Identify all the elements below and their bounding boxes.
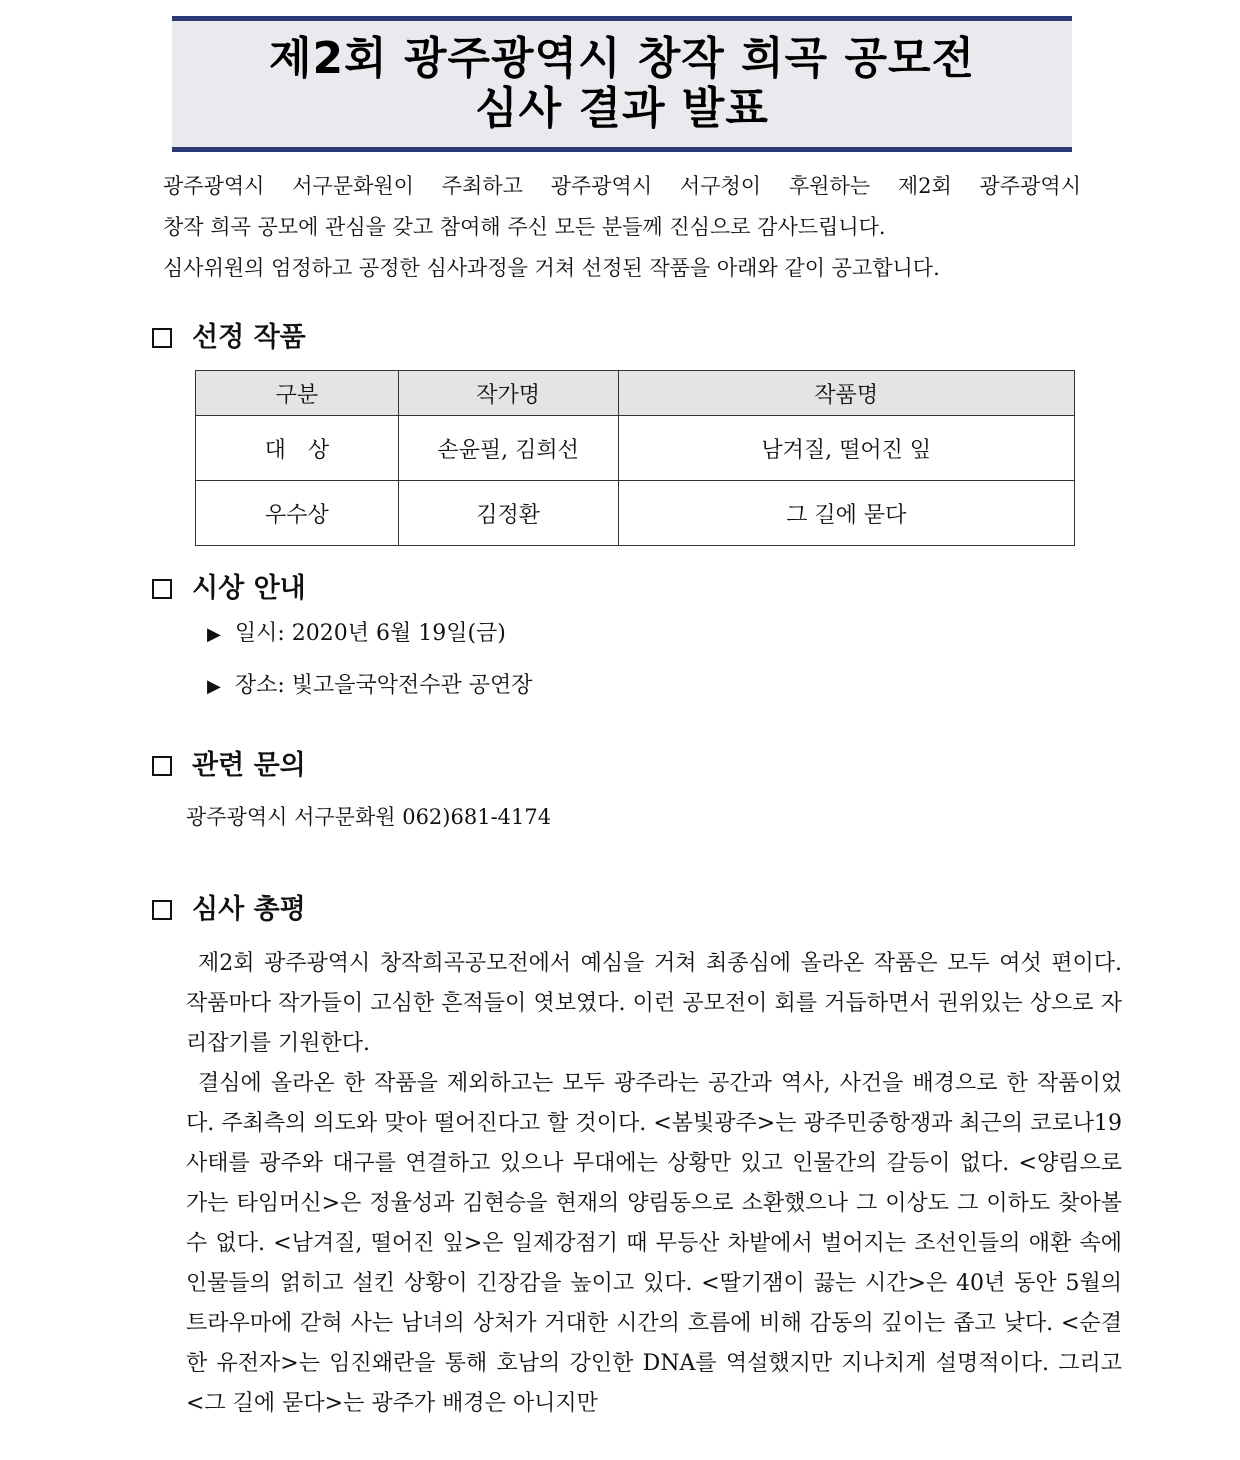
cell-author: 손윤필, 김희선 — [398, 416, 618, 481]
checkbox-icon — [152, 756, 172, 776]
cell-author: 김정환 — [398, 481, 618, 546]
ceremony-place-text: 장소: 빛고을국악전수관 공연장 — [234, 673, 533, 698]
checkbox-icon — [152, 900, 172, 920]
column-header-work: 작품명 — [618, 371, 1074, 416]
ceremony-date — [207, 618, 506, 651]
cell-work: 그 길에 묻다 — [618, 481, 1074, 546]
checkbox-icon — [152, 579, 172, 599]
inquiry-contact: 광주광역시 서구문화원 062)681-4174 — [186, 805, 552, 829]
page-title: 제2회 광주광역시 창작 희곡 공모전 — [269, 33, 975, 84]
ceremony-place — [207, 670, 533, 703]
section-review-heading — [152, 892, 306, 928]
review-paragraph-2: 결심에 올라온 한 작품을 제외하고는 모두 광주라는 공간과 역사, 사건을 배경으로 한 작품이었다. 주최측의 의도와 맞아 떨어진다고 할 것이다. <봄빛광주>는 광주민중항쟁과 최근의 코로나19사태를 광주와 대구를 연결하고 있으나 무대에는 상황만 있고 인물간의 갈등이 없다. <양림으로 가는 타임머신>은 정율성과 김현승을 현재의 양림동으로 소환했으나 그 이상도 그 이하도 찾아볼 수 없다. <남겨질, 떨어진 잎>은 일제강점기 때 무등산 차밭에서 벌어지는 조선인들의 애환 속에 인물들의 얽히고 설킨 상황이 긴장감을 높이고 있다. <딸기잼이 끓는 시간>은 40년 동안 5월의 트라우마에 갇혀 사는 남녀의 상처가 거대한 시간의 흐름에 비해 감동의 깊이는 좁고 낮다. <순결한 유전자>는 임진왜란을 통해 호남의 강인한 DNA를 역설했지만 지나치게 설명적이다. 그리고 <그 길에 묻다>는 광주가 배경은 아니지만 — [186, 1071, 1122, 1416]
ceremony-date-text: 일시: 2020년 6월 19일(금) — [234, 621, 506, 646]
cell-category: 대 상 — [196, 416, 399, 481]
selected-works-table — [195, 370, 1075, 546]
intro-text — [163, 166, 1081, 289]
table-header-row — [196, 371, 1075, 416]
cell-work: 남겨질, 떨어진 잎 — [618, 416, 1074, 481]
section-ceremony-heading — [152, 571, 306, 607]
title-box — [172, 16, 1072, 152]
section-inquiry-title: 관련 문의 — [192, 750, 306, 781]
column-header-author: 작가명 — [398, 371, 618, 416]
intro-line-2: 창작 희곡 공모에 관심을 갖고 참여해 주신 모든 분들께 진심으로 감사드립니다. — [163, 215, 886, 239]
page-subtitle: 심사 결과 발표 — [475, 83, 769, 134]
column-header-category: 구분 — [196, 371, 399, 416]
section-inquiry-heading — [152, 748, 306, 784]
section-ceremony-title: 시상 안내 — [192, 573, 306, 604]
triangle-right-icon: ▶ — [207, 676, 221, 697]
table-row — [196, 416, 1075, 481]
review-body — [186, 944, 1122, 1424]
section-selected-title: 선정 작품 — [192, 322, 306, 353]
review-paragraph-1: 제2회 광주광역시 창작희곡공모전에서 예심을 거쳐 최종심에 올라온 작품은 모두 여섯 편이다. 작품마다 작가들이 고심한 흔적들이 엿보였다. 이런 공모전이 회를 거듭하면서 권위있는 상으로 자리잡기를 기원한다. — [186, 951, 1122, 1056]
section-review-title: 심사 총평 — [192, 894, 306, 925]
intro-line-1: 광주광역시 서구문화원이 주최하고 광주광역시 서구청이 후원하는 제2회 광주광역시 — [163, 174, 1081, 198]
cell-category: 우수상 — [196, 481, 399, 546]
intro-line-3: 심사위원의 엄정하고 공정한 심사과정을 거쳐 선정된 작품을 아래와 같이 공고합니다. — [163, 256, 940, 280]
checkbox-icon — [152, 328, 172, 348]
table-row — [196, 481, 1075, 546]
triangle-right-icon: ▶ — [207, 624, 221, 645]
section-selected-heading — [152, 320, 306, 356]
